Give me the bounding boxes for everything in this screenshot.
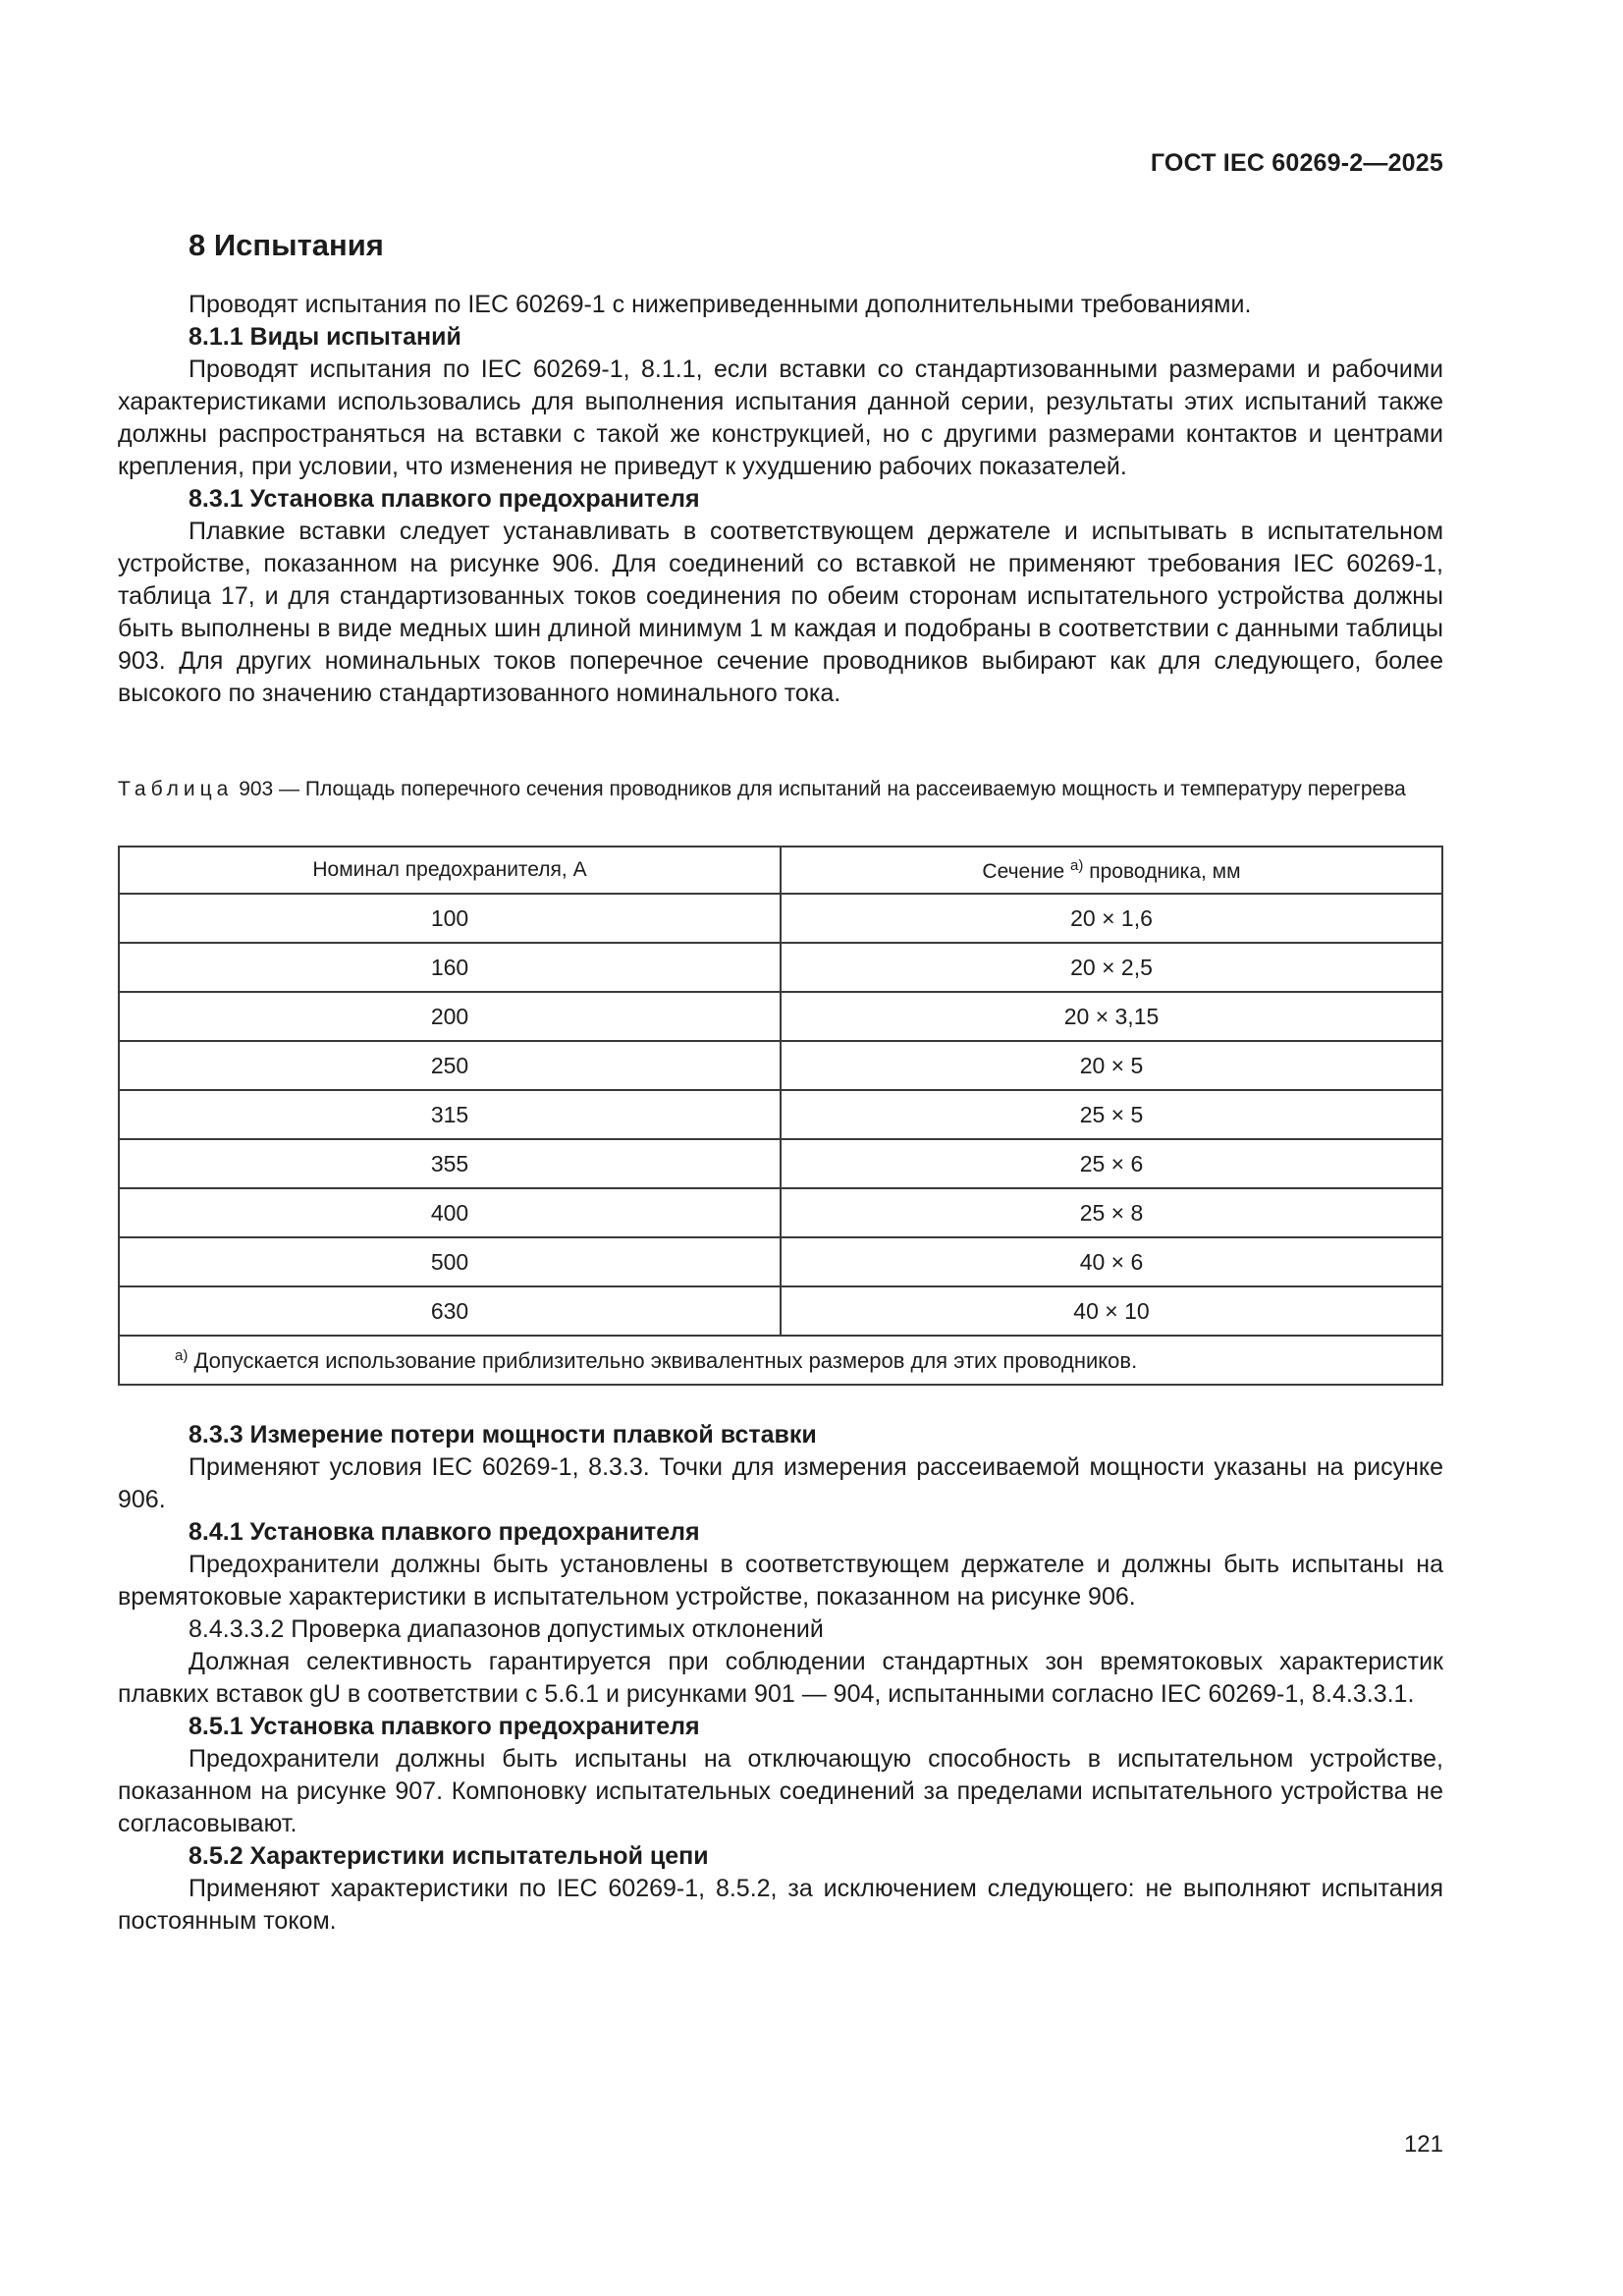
table-row <box>119 1286 1442 1336</box>
table-caption <box>118 776 1443 803</box>
subsection-heading: 8.4.1 Установка плавкого предохранителя <box>189 1518 700 1546</box>
paragraph: Должная селективность гарантируется при соблюдении стандартных зон времятоковых характеристик плавких вставок gU в соответствии с 5.6.1 и рисунками 901 — 904, испытанными согласно IEC 60269-1, 8.4.3.3.1. <box>118 1648 1443 1708</box>
paragraph: Плавкие вставки следует устанавливать в соответствующем держателе и испытывать в испытательном устройстве, показанном на рисунке 906. Для соединений со вставкой не применяют требования IEC 60269-1, таблица 17, и для стандартизованных токов соединения по обеим сторонам испытательного устройства должны быть выполнены в виде медных шин длиной минимум 1 м каждая и подобраны в соответствии с данными таблицы 903. Для других номинальных токов поперечное сечение проводников выбирают как для следующего, более высокого по значению стандартизованного номинального тока. <box>118 518 1443 707</box>
page-number: 121 <box>1403 2131 1443 2158</box>
table-row <box>119 1139 1442 1188</box>
table-row <box>119 894 1442 943</box>
table-caption-text: 903 — Площадь поперечного сечения проводников для испытаний на рассеиваемую мощность и температуру перегрева <box>239 778 1406 800</box>
section-cell: 40 × 10 <box>781 1286 1442 1336</box>
section-cell: 25 × 8 <box>781 1188 1442 1237</box>
column-header-section-text: Сечение <box>982 859 1065 883</box>
footnote-ref: а) <box>1070 856 1084 874</box>
paragraph: Применяют условия IEC 60269-1, 8.3.3. Точки для измерения рассеиваемой мощности указаны на рисунке 906. <box>118 1453 1443 1513</box>
paragraph: Предохранители должны быть испытаны на отключающую способность в испытательном устройстве, показанном на рисунке 907. Компоновку испытательных соединений за пределами испытательного устройства не согласовывают. <box>118 1745 1443 1837</box>
table-header-row <box>119 847 1442 894</box>
clause-heading: 8.4.3.3.2 Проверка диапазонов допустимых отклонений <box>189 1615 824 1643</box>
rating-cell: 315 <box>119 1090 781 1139</box>
rating-cell: 630 <box>119 1286 781 1336</box>
section-cell: 20 × 5 <box>781 1041 1442 1090</box>
rating-cell: 160 <box>119 943 781 992</box>
subsection-heading: 8.3.1 Установка плавкого предохранителя <box>189 485 700 513</box>
section-cell: 20 × 2,5 <box>781 943 1442 992</box>
table-row <box>119 1041 1442 1090</box>
section-cell: 25 × 5 <box>781 1090 1442 1139</box>
table-row <box>119 1188 1442 1237</box>
table-row <box>119 943 1442 992</box>
subsection-heading: 8.5.1 Установка плавкого предохранителя <box>189 1713 700 1740</box>
footnote-mark: а) <box>175 1346 189 1364</box>
subsection-heading: 8.5.2 Характеристики испытательной цепи <box>189 1842 709 1870</box>
table-row <box>119 1237 1442 1286</box>
section-cell: 20 × 1,6 <box>781 894 1442 943</box>
conductor-section-table <box>118 846 1443 1386</box>
table-footnote-row <box>119 1336 1442 1385</box>
document-header: ГОСТ IEC 60269-2—2025 <box>1150 149 1443 177</box>
subsection-heading: 8.3.3 Измерение потери мощности плавкой вставки <box>189 1421 817 1449</box>
section-title: 8 Испытания <box>189 228 384 262</box>
section-cell: 40 × 6 <box>781 1237 1442 1286</box>
paragraph: Применяют характеристики по IEC 60269-1, 8.5.2, за исключением следующего: не выполняют испытания постоянным током. <box>118 1875 1443 1935</box>
column-header-section <box>781 847 1442 894</box>
paragraph: Предохранители должны быть установлены в соответствующем держателе и должны быть испытаны на времятоковые характеристики в испытательном устройстве, показанном на рисунке 906. <box>118 1551 1443 1611</box>
column-header-section-unit: проводника, мм <box>1089 859 1241 883</box>
rating-cell: 355 <box>119 1139 781 1188</box>
section-cell: 20 × 3,15 <box>781 992 1442 1041</box>
rating-cell: 500 <box>119 1237 781 1286</box>
paragraph: Проводят испытания по IEC 60269-1 с нижеприведенными дополнительными требованиями. <box>189 291 1252 318</box>
rating-cell: 400 <box>119 1188 781 1237</box>
column-header-rating: Номинал предохранителя, А <box>119 847 781 894</box>
bottom-text-block <box>118 1419 1443 1938</box>
table-row <box>119 1090 1442 1139</box>
top-text-block <box>118 289 1443 710</box>
table-row <box>119 992 1442 1041</box>
table-footnote <box>119 1336 1442 1385</box>
table-caption-label: Таблица <box>118 778 234 800</box>
rating-cell: 250 <box>119 1041 781 1090</box>
subsection-heading: 8.1.1 Виды испытаний <box>189 323 461 351</box>
paragraph: Проводят испытания по IEC 60269-1, 8.1.1, если вставки со стандартизованными размерами и рабочими характеристиками использовались для выполнения испытания данной серии, результаты этих испытаний также должны распространяться на вставки с такой же конструкцией, но с другими размерами контактов и центрами крепления, при условии, что изменения не приведут к ухудшению рабочих показателей. <box>118 355 1443 480</box>
footnote-text: Допускается использование приблизительно эквивалентных размеров для этих проводников. <box>193 1347 1138 1373</box>
rating-cell: 200 <box>119 992 781 1041</box>
rating-cell: 100 <box>119 894 781 943</box>
section-cell: 25 × 6 <box>781 1139 1442 1188</box>
